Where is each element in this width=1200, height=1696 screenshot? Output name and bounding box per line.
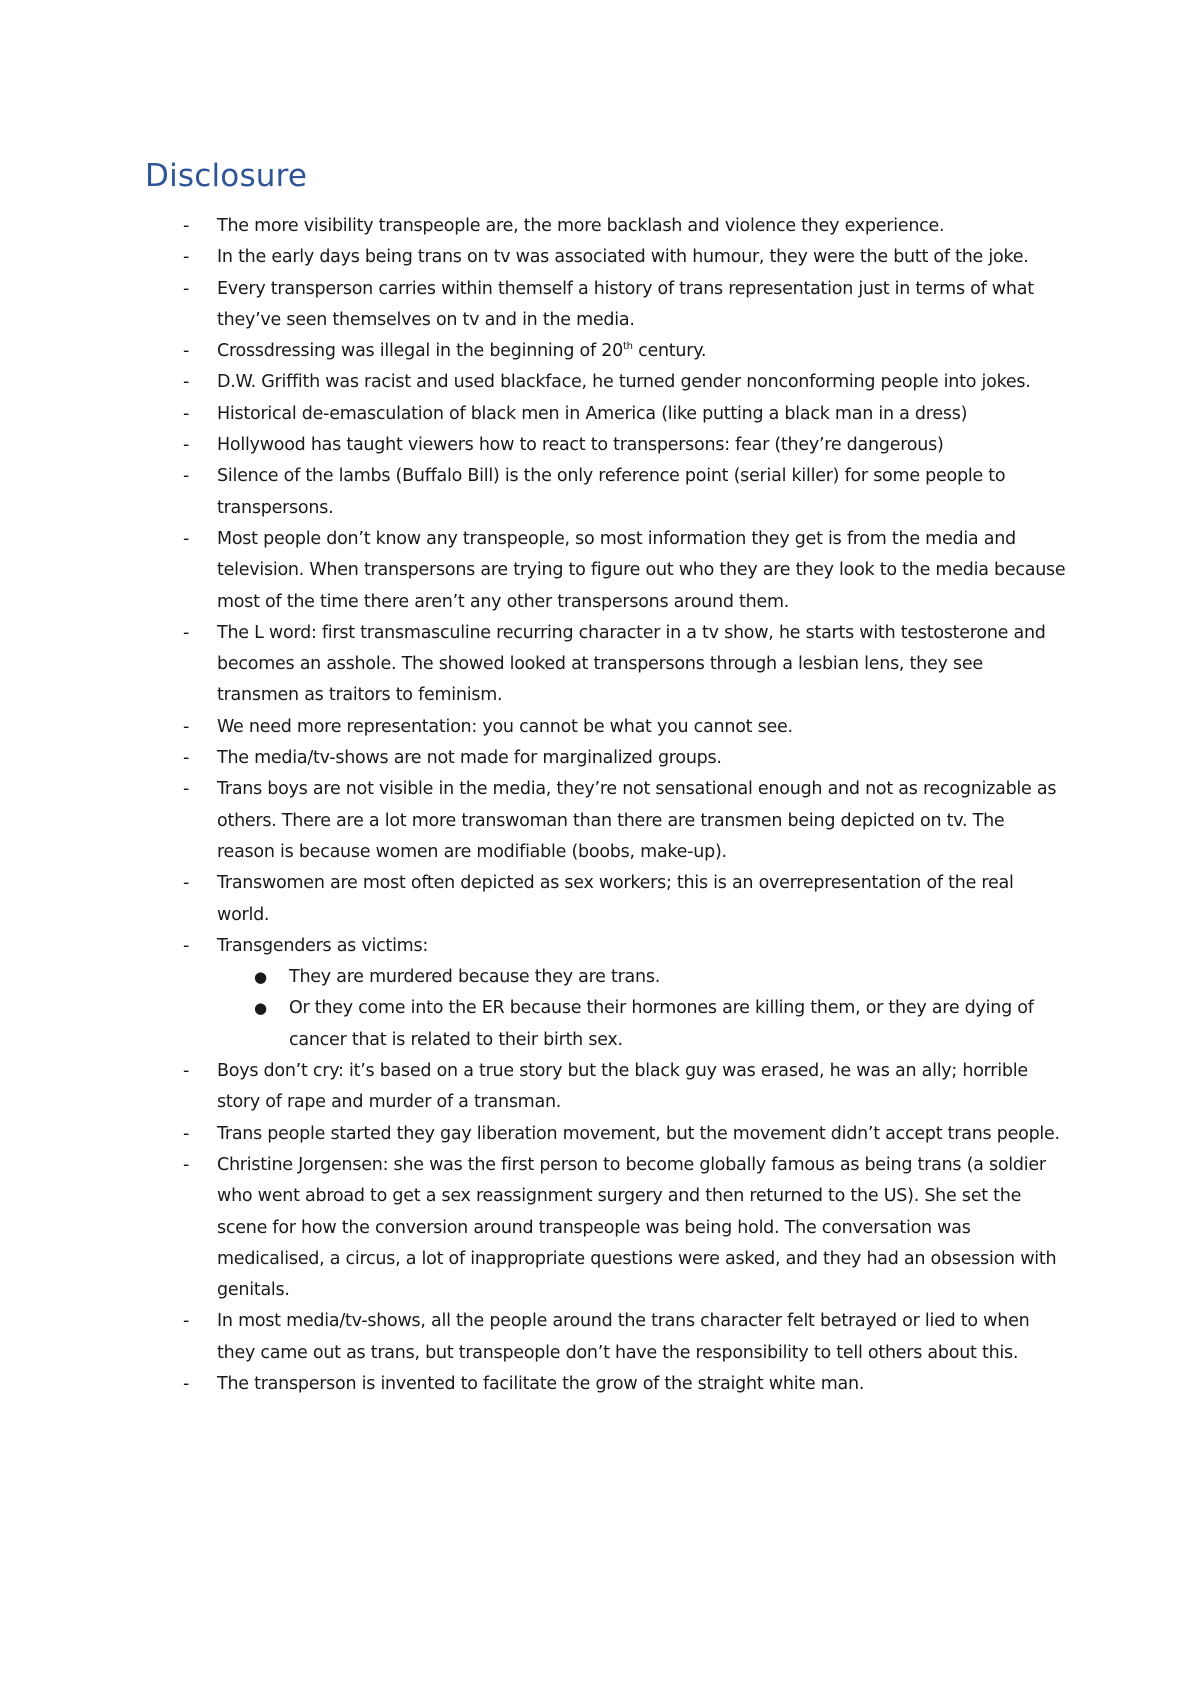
dash-marker: - [183,1154,190,1175]
list-item [0,211,1067,242]
bullet-marker: ● [254,968,267,987]
dash-marker: - [183,466,190,487]
list-item [0,1119,1067,1150]
dash-marker: - [183,1061,190,1082]
list-item [0,712,1067,743]
list-item-text: Silence of the lambs (Buffalo Bill) is the only reference point (serial killer) for some people to transpersons. [217,466,1006,518]
list-item-text: Every transperson carries within themself a history of trans representation just in terms of what they’ve seen themselves on tv and in the media. [217,278,1034,330]
dash-marker: - [183,528,190,549]
list-item [0,618,1067,712]
list-item-text: The transperson is invented to facilitate the grow of the straight white man. [217,1373,865,1394]
bullet-marker: ● [254,999,267,1018]
list-item [0,1150,1067,1306]
list-item [0,868,1067,931]
list-item-text: Historical de-emasculation of black men in America (like putting a black man in a dress) [217,403,968,424]
list-item-text: Boys don’t cry: it’s based on a true story but the black guy was erased, he was an ally; horrible story of rape and murder of a transman. [217,1061,1028,1113]
list-item [0,461,1067,524]
list-item [0,743,1067,774]
list-item-text: Hollywood has taught viewers how to react to transpersons: fear (they’re dangerous) [217,435,944,456]
list-item [0,367,1067,398]
text-before-superscript: Crossdressing was illegal in the beginning of 20 [217,341,623,362]
dash-marker: - [183,372,190,393]
dash-marker: - [183,1311,190,1332]
list-item-text: The media/tv-shows are not made for marginalized groups. [217,748,722,769]
list-item [0,524,1067,618]
list-item-text: In the early days being trans on tv was associated with humour, they were the butt of the joke. [217,247,1029,268]
list-item [0,1056,1067,1119]
sub-list-item [217,962,1067,993]
list-item [0,774,1067,868]
list-item-text: Trans boys are not visible in the media, they’re not sensational enough and not as recognizable as others. There are a lot more transwoman than there are transmen being depicted on tv. The reason is because women are modifiable (boobs, make-up). [217,779,1057,862]
list-item [0,1369,1067,1400]
dash-marker: - [183,1373,190,1394]
notes-list [0,211,1200,1400]
list-item [0,931,1067,1056]
list-item-text: Trans people started they gay liberation movement, but the movement didn’t accept trans people. [217,1123,1060,1144]
dash-marker: - [183,278,190,299]
text-after-superscript: century. [632,341,707,362]
list-item-text: We need more representation: you cannot be what you cannot see. [217,716,793,737]
list-item-text: Christine Jorgensen: she was the first person to become globally famous as being trans (a soldier who went abroad to get a sex reassignment surgery and then returned to the US). She set the scene for how the conversion around transpeople was being hold. The conversation was medicalised, a circus, a lot of inappropriate questions were asked, and they had an obsession with genitals. [217,1154,1057,1301]
list-item [0,242,1067,273]
dash-marker: - [183,247,190,268]
list-item [0,274,1067,337]
superscript: th [623,341,633,353]
sub-list-item [217,993,1067,1056]
sub-list-item-text: Or they come into the ER because their hormones are killing them, or they are dying of cancer that is related to their birth sex. [289,998,1034,1050]
list-item-text [217,341,706,361]
list-item-text: The L word: first transmasculine recurring character in a tv show, he starts with testosterone and becomes an asshole. The showed looked at transpersons through a lesbian lens, they see transmen as traitors to feminism. [217,622,1046,706]
dash-marker: - [183,716,190,737]
dash-marker: - [183,935,190,956]
list-item [0,399,1067,430]
dash-marker: - [183,779,190,800]
list-item-text: In most media/tv-shows, all the people around the trans character felt betrayed or lied to when they came out as trans, but transpeople don’t have the responsibility to tell others about this. [217,1311,1030,1363]
page-title: Disclosure [145,158,308,194]
list-item-text: Transgenders as victims: [217,935,428,956]
victims-sublist [217,962,1067,1056]
dash-marker: - [183,216,190,236]
dash-marker: - [183,1123,190,1144]
list-item [0,1306,1067,1369]
dash-marker: - [183,435,190,456]
sub-list-item-text: They are murdered because they are trans. [289,967,661,988]
dash-marker: - [183,748,190,769]
list-item-text: D.W. Griffith was racist and used blackface, he turned gender nonconforming people into jokes. [217,372,1031,393]
list-item [0,430,1067,461]
list-item-text: Most people don’t know any transpeople, so most information they get is from the media and television. When transpersons are trying to figure out who they are they look to the media because most of the time there aren’t any other transpersons around them. [217,528,1066,612]
list-item-text: Transwomen are most often depicted as sex workers; this is an overrepresentation of the real world. [217,873,1014,925]
dash-marker: - [183,873,190,894]
dash-marker: - [183,622,190,643]
dash-marker: - [183,341,190,362]
list-item-text: The more visibility transpeople are, the more backlash and violence they experience. [217,216,945,236]
dash-marker: - [183,403,190,424]
list-item [0,336,1067,367]
